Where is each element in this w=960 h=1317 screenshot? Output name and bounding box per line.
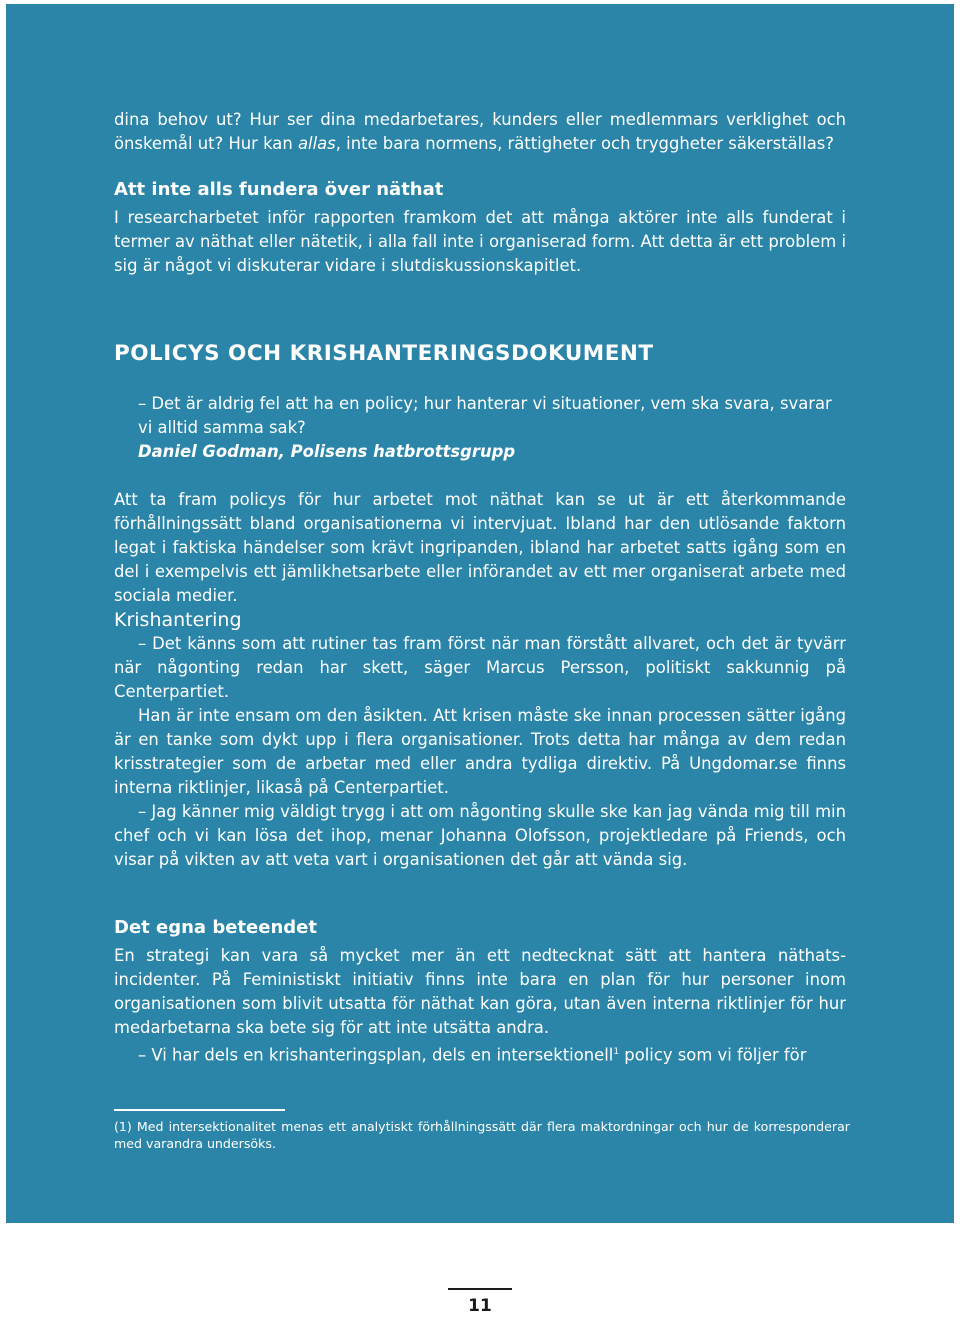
crisis-paragraph: Han är inte ensam om den åsikten. Att krisen måste ske innan processen sätter igång är en tanke som dykt upp i flera organisationer. Trots detta har många av dem redan krisstrategier som de arbetar med eller andra tydliga direktiv. På Ungdomar.se finns interna riktlinjer, likaså på Centerpartiet. [114, 706, 846, 797]
footnote-ref[interactable]: 1 [613, 1047, 620, 1057]
page-number: 11 [468, 1296, 492, 1316]
footnote-text: (1) Med intersektionalitet menas ett analytiskt förhållningssätt där flera maktordningar och hur de korresponderar med varandra undersöks. [114, 1119, 850, 1151]
section1-paragraph: I researcharbetet inför rapporten framkom det att många aktörer inte alls funderat i termer av näthat eller nätetik, i alla fall inte i organiserad form. Att detta är ett problem i sig är något vi diskuterar vidare i slutdiskussionskapitlet. [114, 208, 846, 275]
page-number-rule [448, 1288, 512, 1290]
quote-olofsson: – Jag känner mig väldigt trygg i att om någonting skulle ske kan jag vända mig till min chef och vi kan lösa det ihop, menar Johanna Olofsson, projektledare på Friends, och visar på vikten av att veta vart i organisationen det går att vända sig. [114, 802, 846, 869]
quote-godman: – Det är aldrig fel att ha en policy; hur hanterar vi situationer, vem ska svara, svarar vi alltid samma sak? [138, 394, 832, 437]
article-body [114, 108, 846, 1067]
section-heading-policys: POLICYS OCH KRISHANTERINGSDOKUMENT [114, 341, 654, 366]
section-heading-nathat: Att inte alls fundera över näthat [114, 179, 444, 200]
policy-paragraph: Att ta fram policys för hur arbetet mot näthat kan se ut är ett återkommande förhållningssätt bland organisationerna vi intervjuat. Ibland har den utlösande faktorn legat i faktiska händelser som krävt ingripanden, ibland har arbetet satts igång som en del i exempelvis ett jämlikhetsarbete eller införandet av ett mer organiserat arbete med sociala medier. [114, 490, 846, 605]
section-heading-beteende: Det egna beteendet [114, 917, 317, 938]
intro-paragraph: dina behov ut? Hur ser dina medarbetares, kunders eller medlemmars verklighet och önskemål ut? Hur kan allas, inte bara normens, rättigheter och tryggheter säkerställas? [114, 110, 846, 153]
quote-attribution: Daniel Godman, Polisens hatbrottsgrupp [138, 442, 516, 461]
strategy-paragraph: En strategi kan vara så mycket mer än ett nedtecknat sätt att hantera näthatsincidenter. På Feministiskt initiativ finns inte bara en plan för hur personer inom organisationen som blivit utsatta för näthat kan göra, utan även interna riktlinjer för hur medarbetarna ska bete sig för att inte utsätta andra. [114, 946, 846, 1037]
footnote-divider [114, 1109, 285, 1111]
quote-persson: – Det känns som att rutiner tas fram först när man förstått allvaret, och det är tyvärr när någonting redan har skett, säger Marcus Persson, politiskt sakkunnig på Centerpartiet. [114, 634, 846, 701]
intersectional-paragraph: – Vi har dels en krishanteringsplan, dels en intersektionell$^1$ policy som vi följer för [138, 1045, 807, 1065]
emphasis-allas: allas [297, 134, 336, 153]
subheading-krishantering: Krishantering [114, 609, 242, 631]
